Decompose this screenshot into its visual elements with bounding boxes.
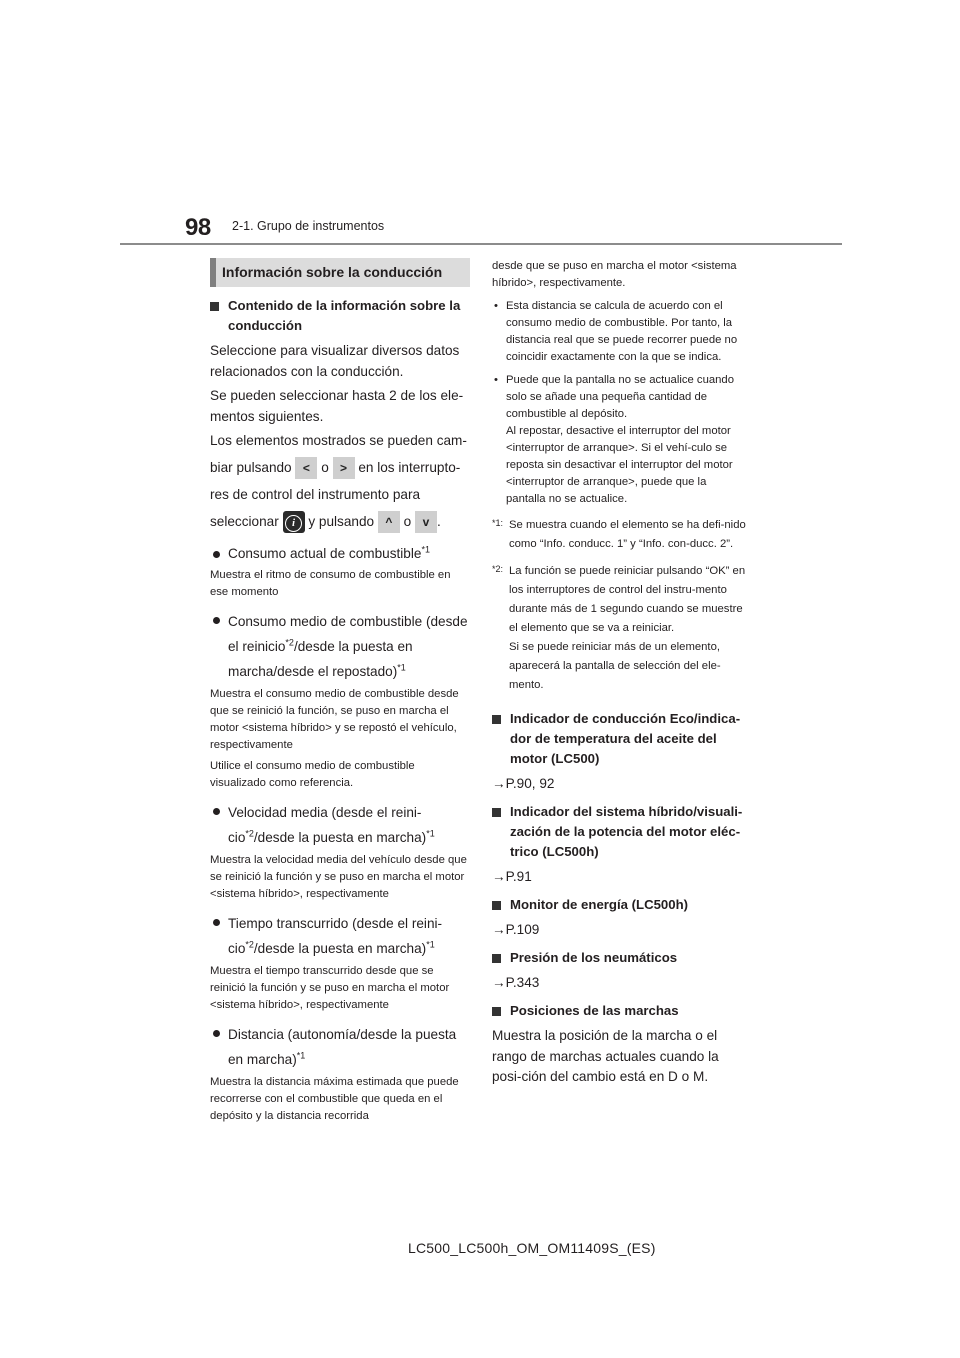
paragraph: Muestra la posición de la marcha o el rango de marchas actuales cuando la posi-ción del cambio está en D o M. [492,1028,719,1084]
footnote-ref: *1 [421,543,430,554]
right-arrow-button-icon: > [333,457,355,479]
item-description: Muestra el consumo medio de combustible desde que se reinició la función, se puso en marcha el motor <sistema híbrido> y se repostó el vehículo, respectivamente [210,687,459,751]
square-bullet-icon [210,302,219,311]
item-title: Velocidad media (desde el reini-cio [228,804,422,845]
paragraph: Los elementos mostrados se pueden cam- [210,433,467,448]
item-title: /desde la puesta en marcha) [253,940,427,956]
paragraph: Se pueden seleccionar hasta 2 de los ele-mentos siguientes. [210,388,464,424]
note-bullet: • [494,374,498,386]
subheading [492,802,748,862]
item-title: Distancia (autonomía/desde la puesta en marcha) [228,1026,457,1067]
item-title: /desde la puesta en marcha) [253,829,427,845]
right-column [492,256,748,1092]
subheading [492,895,748,915]
list-item [210,543,470,565]
item-description: Muestra la distancia máxima estimada que puede recorrerse con el combustible que queda en el depósito y la distancia recorrida [210,1075,459,1122]
text: o [403,513,412,529]
text: y pulsando [308,513,375,529]
note [492,372,748,508]
note [492,298,748,366]
note-bullet: • [494,300,498,312]
subheading [492,709,748,769]
text: o [321,459,329,475]
footnote [492,516,748,554]
footnote-text: La función se puede reiniciar pulsando “OK” en los interruptores de control del instru-mento durante más de 1 segundo cuando se muestre el elemento que se va a reiniciar. [509,565,746,634]
text: . [437,513,441,529]
text: seleccionar [210,513,279,529]
bullet-icon [213,919,220,926]
subheading-text: Indicador de conducción Eco/indica-dor de temperatura del aceite del motor (LC500) [510,711,741,766]
info-button-icon [283,511,305,533]
bullet-icon [213,617,220,624]
footnote-ref: *2 [245,938,254,949]
square-bullet-icon [492,954,501,963]
footnote-ref: *1 [426,938,435,949]
footnote [492,562,748,695]
paragraph: Seleccione para visualizar diversos datos relacionados con la conducción. [210,343,460,379]
section-header: 2-1. Grupo de instrumentos [232,219,385,233]
bullet-icon [213,1030,220,1037]
left-arrow-button-icon: < [295,457,317,479]
subheading-text: Monitor de energía (LC500h) [510,897,689,912]
footer-doc-code: LC500_LC500h_OM_OM11409S_(ES) [408,1240,656,1256]
footnote-ref: *2 [245,827,254,838]
bullet-icon [213,551,220,558]
square-bullet-icon [492,715,501,724]
footnote-ref: *1 [296,1049,306,1060]
bullet-icon [213,808,220,815]
footnote-ref: *1 [426,827,435,838]
list-item [210,609,470,684]
down-arrow-button-icon: v [415,511,437,533]
list-item [210,1022,470,1072]
note-text: Esta distancia se calcula de acuerdo con el consumo medio de combustible. Por tanto, la distancia real que se puede recorrer puede no coincidir exactamente con la que se indica. [506,300,738,363]
subheading-text: Presión de los neumáticos [510,950,678,965]
note-text: Al repostar, desactive el interruptor del motor <interruptor de arranque>. Si el vehí-culo se reposta sin desactivar el interruptor del motor <interruptor de arranque>, puede que la pantalla no se actualice. [506,425,733,505]
left-column [210,258,470,1129]
square-bullet-icon [492,901,501,910]
button-instruction [210,454,470,535]
square-bullet-icon [492,808,501,817]
section-heading-box: Información sobre la conducción [210,258,470,287]
continued-description: desde que se puso en marcha el motor <sistema híbrido>, respectivamente. [492,260,737,289]
footnote-text: Se muestra cuando el elemento se ha defi-nido como “Info. conducc. 1” y “Info. con-ducc. 2”. [509,519,746,550]
text: res de control del instrumento para [210,486,421,502]
item-description: Muestra la velocidad media del vehículo desde que se reinició la función y se puso en marcha el motor <sistema híbrido>, respectivamente [210,853,467,900]
page-reference: →P.91 [492,869,532,884]
item-description: Muestra el ritmo de consumo de combustible en ese momento [210,568,451,598]
text: biar pulsando [210,459,292,475]
footnote-mark: *2: [492,564,504,574]
item-title: Tiempo transcurrido (desde el reini-cio [228,915,443,956]
page-number: 98 [185,214,211,241]
subheading-text: Contenido de la información sobre la conducción [228,298,461,333]
item-description: Muestra el tiempo transcurrido desde que se reinició la función y se puso en marcha el motor <sistema híbrido>, respectivamente [210,964,450,1011]
subheading-text: Indicador del sistema híbrido/visuali-zación de la potencia del motor eléc-trico (LC500h) [510,804,743,859]
item-description: Utilice el consumo medio de combustible visualizado como referencia. [210,759,415,789]
info-glyph: i [285,515,302,532]
up-arrow-button-icon: ^ [378,511,400,533]
page-reference: →P.109 [492,922,540,937]
footnote-text: Si se puede reiniciar más de un elemento, aparecerá la pantalla de selección del ele-mento. [509,641,721,691]
footnote-mark: *1: [492,518,504,528]
list-item [210,800,470,850]
list-item [210,911,470,961]
subheading [492,948,748,968]
header-rule [120,243,842,245]
item-title: Consumo medio de combustible (desde el reinicio [228,613,468,654]
item-title: /desde la puesta en marcha/desde el repostado) [228,638,413,679]
square-bullet-icon [492,1007,501,1016]
subheading [210,296,470,336]
subheading [492,1001,748,1021]
footnote-ref: *1 [397,661,406,672]
text: en los interrupto- [358,459,461,475]
item-title: Consumo actual de combustible [228,545,422,561]
subheading-text: Posiciones de las marchas [510,1003,679,1018]
footnote-ref: *2 [285,636,294,647]
page-reference: →P.90, 92 [492,776,555,791]
page-reference: →P.343 [492,975,540,990]
note-text: Puede que la pantalla no se actualice cuando solo se añade una pequeña cantidad de combustible al depósito. [506,374,734,420]
